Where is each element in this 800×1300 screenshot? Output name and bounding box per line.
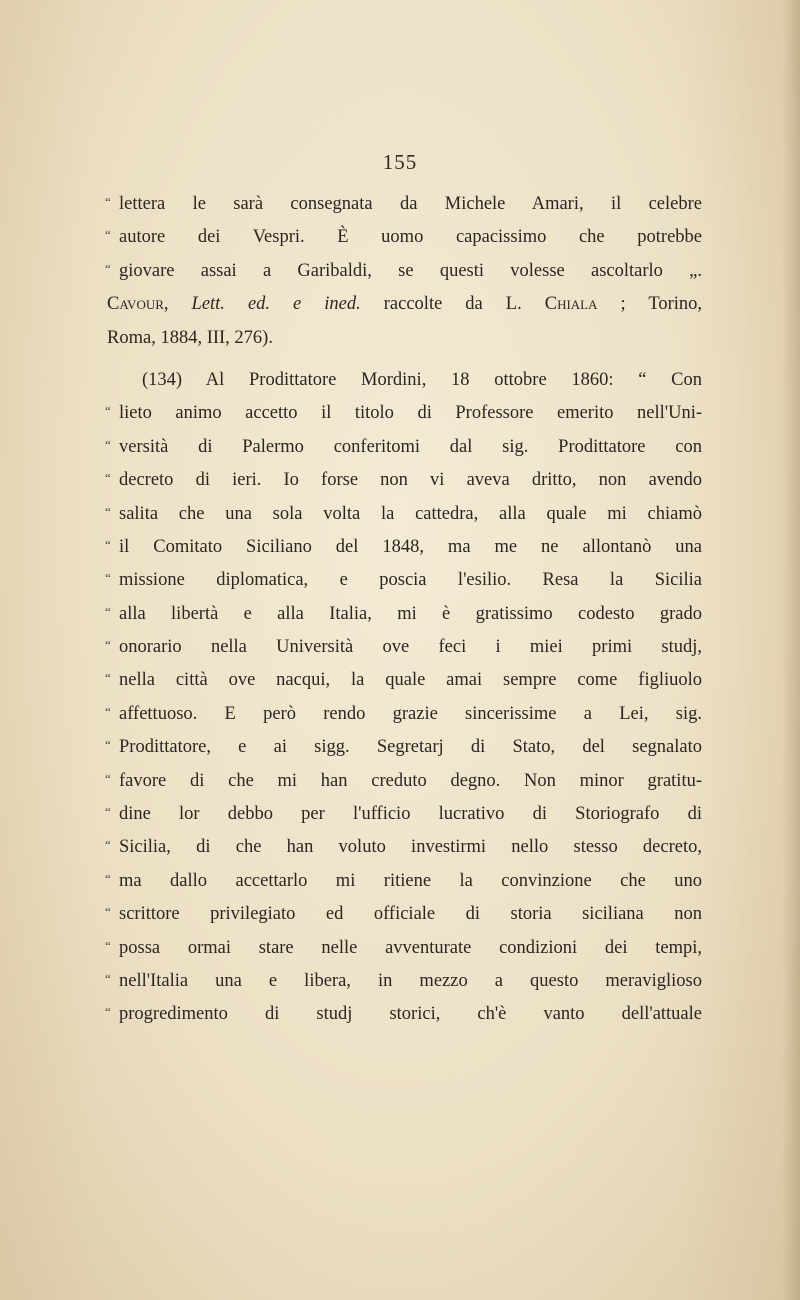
quote-mark: “ xyxy=(105,770,111,786)
quote-mark: “ xyxy=(105,570,111,586)
citation-editor: Chiala xyxy=(544,294,598,315)
quote-mark: “ xyxy=(105,937,111,953)
quoted-line: “ Sicilia, di che han voluto investirmi nello stesso decreto, xyxy=(107,831,702,864)
quote-mark: “ xyxy=(105,837,111,853)
quoted-line: “ autore dei Vespri. È uomo capacissimo che potrebbe xyxy=(107,221,702,254)
quoted-line: “ giovare assai a Garibaldi, se questi volesse ascoltarlo „. xyxy=(107,255,702,288)
quote-mark: “ xyxy=(105,804,111,820)
paragraph-gap xyxy=(107,355,702,364)
quoted-line: “ possa ormai stare nelle avventurate condizioni dei tempi, xyxy=(107,932,702,965)
page-number: 155 xyxy=(382,150,418,174)
quote-mark: “ xyxy=(105,703,111,719)
quote-mark: “ xyxy=(105,637,111,653)
quoted-line: “ il Comitato Siciliano del 1848, ma me ne allontanò una xyxy=(107,531,702,564)
quote-mark: “ xyxy=(105,536,111,552)
quoted-line: “ nella città ove nacqui, la quale amai sempre come figliuolo xyxy=(107,664,702,697)
quoted-line: “ progredimento di studj storici, ch'è vanto dell'attuale xyxy=(107,998,702,1031)
quoted-line: “ affettuoso. E però rendo grazie sincerissime a Lei, sig. xyxy=(107,698,702,731)
quote-mark: “ xyxy=(105,904,111,920)
quote-mark: “ xyxy=(105,1004,111,1020)
citation-line: Cavour, Lett. ed. e ined. raccolte da L. Chiala ; Torino, xyxy=(107,294,703,315)
quoted-line: “ dine lor debbo per l'ufficio lucrativo di Storiografo di xyxy=(107,798,702,831)
quote-mark: “ xyxy=(105,194,111,209)
note-opening-line: (134) Al Prodittatore Mordini, 18 ottobre 1860: “ Con xyxy=(142,369,702,390)
quoted-line: “ lettera le sarà consegnata da Michele Amari, il celebre xyxy=(107,188,702,221)
quoted-line: “ alla libertà e alla Italia, mi è gratissimo codesto grado xyxy=(107,598,702,631)
quoted-line: “ missione diplomatica, e poscia l'esilio. Resa la Sicilia xyxy=(107,564,702,597)
page-edge-shadow xyxy=(782,0,800,1300)
quoted-line: “ Prodittatore, e ai sigg. Segretarj di Stato, del segnalato xyxy=(107,731,702,764)
quote-mark: “ xyxy=(105,503,111,519)
quote-mark: “ xyxy=(105,403,111,419)
quoted-line: “ lieto animo accetto il titolo di Professore emerito nell'Uni- xyxy=(107,397,702,430)
citation-author: Cavour xyxy=(107,294,164,315)
quoted-line: “ versità di Palermo conferitomi dal sig. Prodittatore con xyxy=(107,431,702,464)
quote-mark: “ xyxy=(105,870,111,886)
quoted-line: “ ma dallo accettarlo mi ritiene la convinzione che uno xyxy=(107,865,702,898)
quote-mark: “ xyxy=(105,470,111,486)
quoted-line: “ onorario nella Università ove feci i miei primi studj, xyxy=(107,631,702,664)
quoted-line: “ decreto di ieri. Io forse non vi aveva dritto, non avendo xyxy=(107,464,702,497)
quote-mark: “ xyxy=(105,970,111,986)
quoted-line: “ salita che una sola volta la cattedra, alla quale mi chiamò xyxy=(107,498,702,531)
quote-mark: “ xyxy=(105,260,111,276)
quoted-line: “ nell'Italia una e libera, in mezzo a questo meraviglioso xyxy=(107,965,702,998)
page-body xyxy=(107,188,702,1032)
quote-mark: “ xyxy=(105,436,111,452)
quote-mark: “ xyxy=(105,670,111,686)
citation-line: Roma, 1884, III, 276). xyxy=(107,327,273,348)
quote-mark: “ xyxy=(105,603,111,619)
quoted-line: “ favore di che mi han creduto degno. Non minor gratitu- xyxy=(107,765,702,798)
quote-mark: “ xyxy=(105,227,111,243)
quoted-line: “ scrittore privilegiato ed officiale di storia siciliana non xyxy=(107,898,702,931)
citation-work: Lett. ed. e ined. xyxy=(191,294,361,315)
quote-mark: “ xyxy=(105,737,111,753)
